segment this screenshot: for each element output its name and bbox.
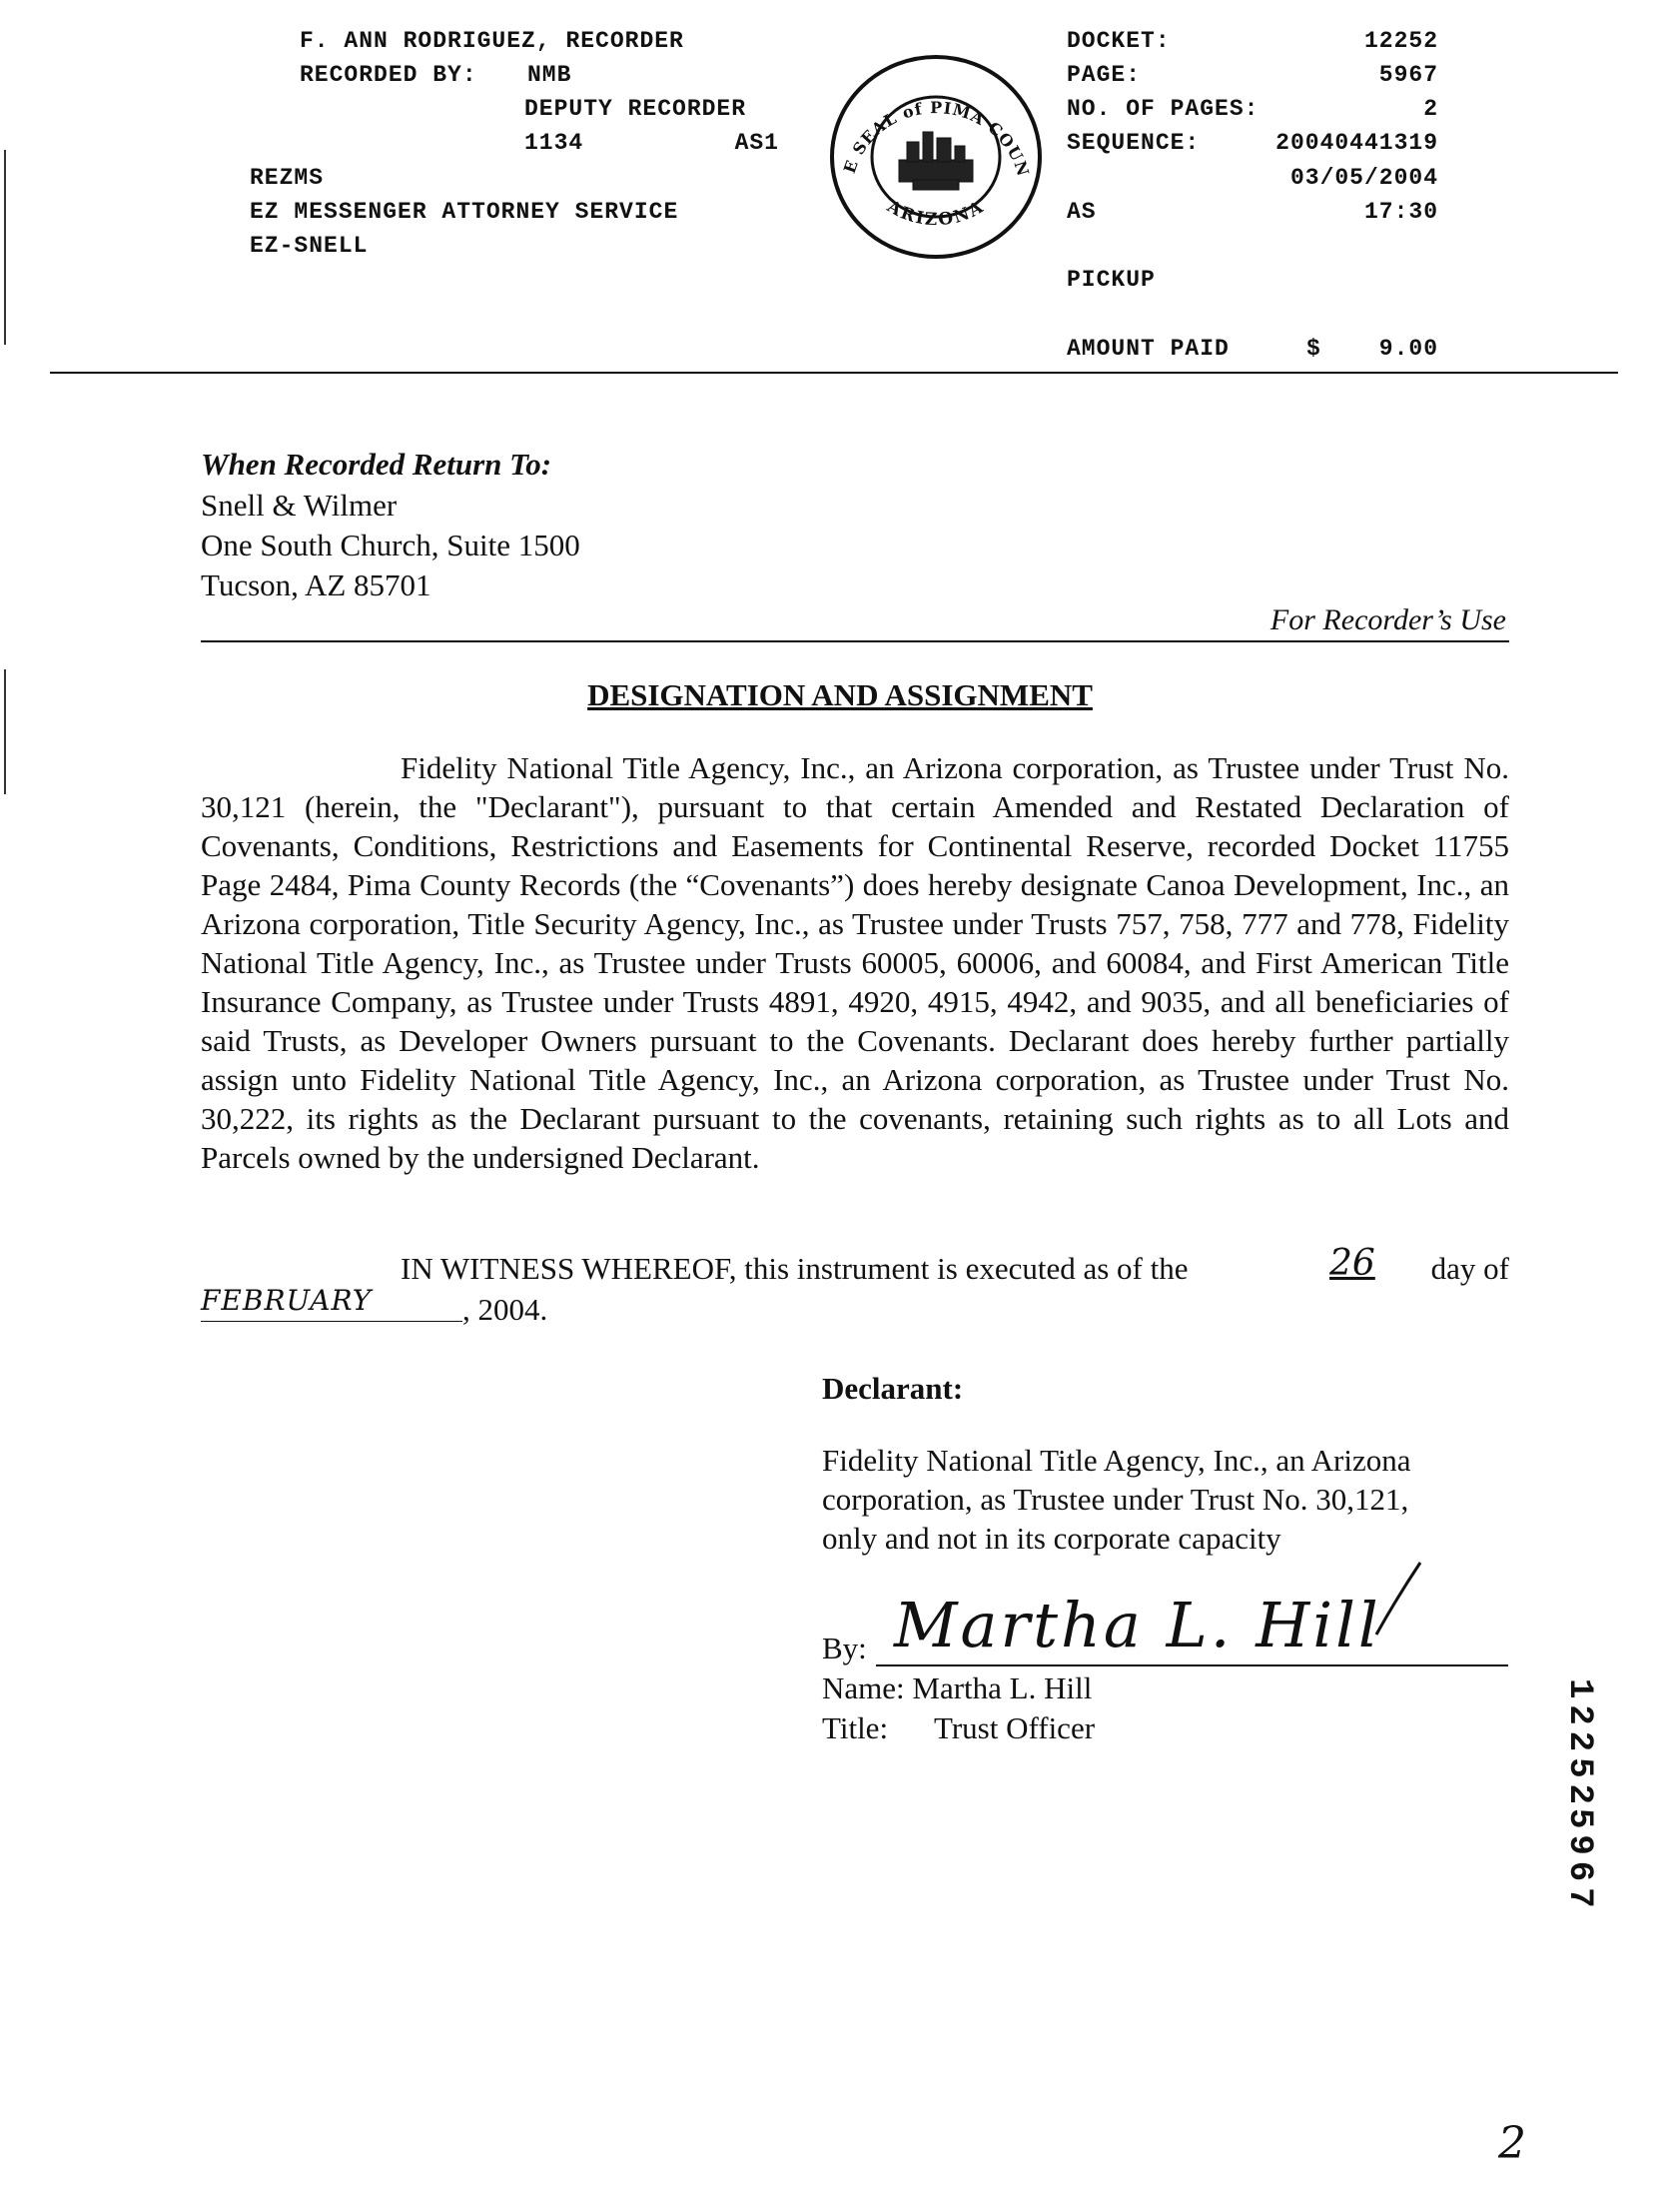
handwritten-signature: Martha L. Hill [894, 1589, 1381, 1661]
pages-label: NO. OF PAGES: [1067, 96, 1260, 122]
recorded-by-value: NMB [527, 62, 572, 88]
margin-page-stamp: 5967 [1560, 1808, 1598, 1914]
amount-paid-value: 9.00 [1378, 336, 1438, 362]
amount-paid-label: AMOUNT PAID [1067, 336, 1230, 362]
signer-title-value: Trust Officer [934, 1710, 1096, 1745]
witness-text: IN WITNESS WHEREOF, this instrument is executed as of the [401, 1251, 1189, 1286]
recorder-code: 1134 [524, 130, 584, 156]
svg-text:ARIZONA: ARIZONA [883, 196, 989, 231]
recorder-code-2: AS1 [734, 130, 779, 156]
signature-line [876, 1664, 1508, 1666]
scan-edge-mark [4, 150, 6, 345]
return-to-heading: When Recorded Return To: [201, 447, 552, 482]
signer-name: Name: Martha L. Hill [822, 1670, 1093, 1705]
sequence-label: SEQUENCE: [1067, 130, 1201, 156]
county-seal [827, 52, 1045, 262]
witness-year: , 2004. [462, 1292, 548, 1327]
declarant-entity-line1: Fidelity National Title Agency, Inc., an Arizona [822, 1443, 1411, 1478]
page-value: 5967 [1378, 62, 1438, 88]
docket-label: DOCKET: [1067, 28, 1171, 54]
witness-month-rule [201, 1321, 462, 1322]
pickup-label: PICKUP [1067, 267, 1156, 293]
declarant-entity-line2: corporation, as Trustee under Trust No. 30,121, [822, 1482, 1409, 1517]
record-time: 17:30 [1363, 199, 1438, 225]
witness-day-of: day of [1430, 1251, 1509, 1286]
deputy-recorder: DEPUTY RECORDER [524, 96, 747, 122]
recorded-by-label: RECORDED BY: [300, 62, 477, 88]
return-to-address: One South Church, Suite 1500 [201, 528, 580, 562]
header-divider [50, 372, 1618, 374]
rezms-code: REZMS [250, 165, 325, 191]
margin-docket-stamp: 12252 [1560, 1678, 1598, 1811]
document-title: DESIGNATION AND ASSIGNMENT [587, 677, 1093, 712]
body-paragraph: Fidelity National Title Agency, Inc., an Arizona corporation, as Trustee under Trust No. 30,121 (herein, the "Declarant"), pursuant to that certain Amended and Restated Declaration of Covenants, Conditions, Restrictions and Easements for Continental Reserve, recorded Docket 11755 Page 2484, Pima County Records (the “Covenants”) does hereby designate Canoa Development, Inc., an Arizona corporation, Title Security Agency, Inc., as Trustee under Trusts 757, 758, 777 and 778, Fidelity National Title Agency, Inc., as Trustee under Trusts 60005, 60006, and 60084, and First American Title Insurance Company, as Trustee under Trusts 4891, 4920, 4915, 4942, and 9035, and all beneficiaries of said Trusts, as Developer Owners pursuant to the Covenants. Declarant does hereby further partially assign unto Fidelity National Title Agency, Inc., an Arizona corporation, as Trustee under Trust No. 30,222, its rights as the Declarant pursuant to the covenants, retaining such rights as to all Lots and Parcels owned by the undersigned Declarant. [201, 750, 1509, 1175]
currency-symbol: $ [1306, 336, 1321, 362]
page-mark: 2 [1498, 2118, 1526, 2169]
recorder-name: F. ANN RODRIGUEZ, RECORDER [300, 28, 684, 54]
return-to-firm: Snell & Wilmer [201, 488, 398, 523]
record-date: 03/05/2004 [1289, 165, 1438, 191]
recorders-use-label: For Recorder’s Use [1269, 603, 1506, 636]
pages-value: 2 [1423, 96, 1438, 122]
witness-month-handwritten: FEBRUARY [201, 1284, 373, 1317]
declarant-label: Declarant: [822, 1371, 964, 1406]
return-to-city: Tucson, AZ 85701 [201, 567, 431, 602]
svg-text:THE SEAL of PIMA COUNTY: E SEAL of PIMA COUN [839, 98, 1034, 180]
recorders-use-rule [201, 640, 1509, 642]
as-label: AS [1067, 199, 1097, 225]
signature-flourish [1368, 1559, 1428, 1644]
by-label: By: [822, 1631, 867, 1665]
page-label: PAGE: [1067, 62, 1142, 88]
witness-day-handwritten: 26 [1329, 1243, 1375, 1284]
signer-title-label: Title: [822, 1710, 889, 1745]
account-code: EZ-SNELL [250, 233, 369, 259]
declarant-entity-line3: only and not in its corporate capacity [822, 1521, 1281, 1556]
witness-clause [201, 1243, 1509, 1291]
sequence-value: 20040441319 [1275, 130, 1438, 156]
docket-value: 12252 [1363, 28, 1438, 54]
messenger-service: EZ MESSENGER ATTORNEY SERVICE [250, 199, 679, 225]
